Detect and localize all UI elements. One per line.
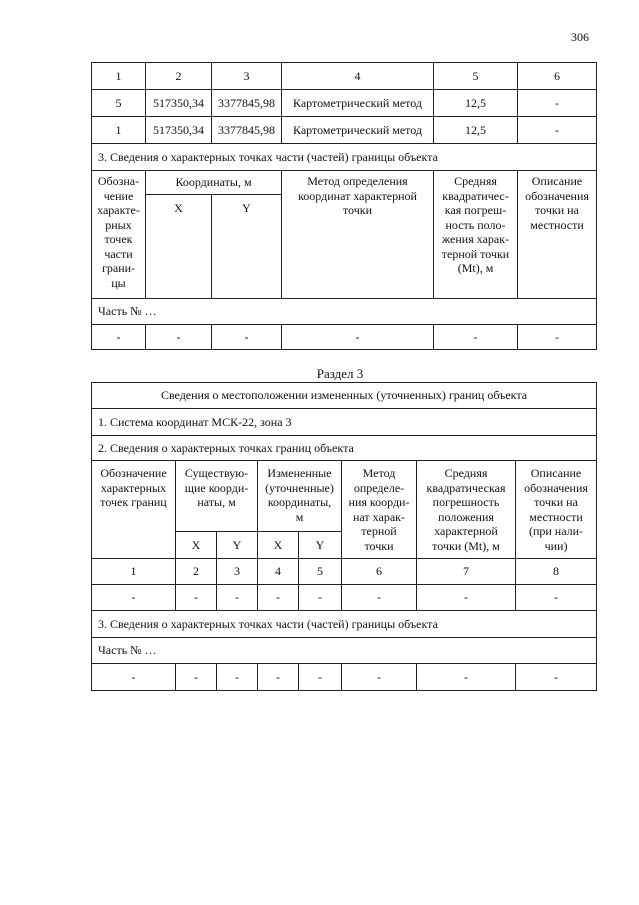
coordinates-header: Координаты, м — [146, 171, 282, 195]
table-row — [92, 117, 597, 144]
dash-cell: - — [282, 325, 434, 350]
point-id-cell: 5 — [92, 90, 146, 117]
y-header: Y — [212, 195, 282, 299]
col-number: 4 — [282, 63, 434, 90]
column-number-row — [92, 559, 597, 585]
dash-cell: - — [92, 325, 146, 350]
designation-header: Обозна- чение характе- рных точек части грани- цы — [92, 171, 146, 299]
coordinate-system: 1. Система координат МСК-22, зона 3 — [92, 409, 597, 436]
col-number: 1 — [92, 559, 176, 585]
section-caption: Раздел 3 — [316, 366, 364, 381]
column-number-row — [92, 63, 597, 90]
col-number: 1 — [92, 63, 146, 90]
col-number: 5 — [434, 63, 518, 90]
dash-cell: - — [92, 664, 176, 691]
part-label: Часть № … — [92, 299, 597, 325]
y-cell: 3377845,98 — [212, 90, 282, 117]
description-header: Описание обозначения точки на местности — [518, 171, 597, 299]
dash-cell: - — [146, 325, 212, 350]
col-number: 3 — [217, 559, 258, 585]
y1-header: Y — [217, 532, 258, 559]
dash-cell: - — [518, 325, 597, 350]
y2-header: Y — [299, 532, 342, 559]
point-id-cell: 1 — [92, 117, 146, 144]
col-number: 7 — [417, 559, 516, 585]
description-cell: - — [518, 90, 597, 117]
section-3-title: 3. Сведения о характерных точках части (частей) границы объекта — [92, 611, 597, 638]
changed-boundaries-table — [91, 382, 597, 691]
changed-coords-header: Измененные (уточненные) координаты, м — [258, 461, 342, 532]
method-header: Метод определе- ния коорди- нат харак- терной точки — [342, 461, 417, 559]
x-header: X — [146, 195, 212, 299]
dash-cell: - — [516, 664, 597, 691]
dash-cell: - — [176, 585, 217, 611]
dash-cell: - — [217, 664, 258, 691]
designation-header: Обозначение характерных точек границ — [92, 461, 176, 559]
dash-cell: - — [417, 664, 516, 691]
dash-cell: - — [212, 325, 282, 350]
existing-coords-header: Существую- щие коорди- наты, м — [176, 461, 258, 532]
col-number: 2 — [146, 63, 212, 90]
x1-header: X — [176, 532, 217, 559]
page-number: 306 — [571, 30, 589, 44]
y-cell: 3377845,98 — [212, 117, 282, 144]
dash-cell: - — [342, 664, 417, 691]
method-cell: Картометрический метод — [282, 90, 434, 117]
points-table-continued — [91, 62, 597, 350]
x2-header: X — [258, 532, 299, 559]
section-2-title: 2. Сведения о характерных точках границ объекта — [92, 436, 597, 461]
dash-cell: - — [417, 585, 516, 611]
table-title: Сведения о местоположении измененных (уточненных) границ объекта — [92, 383, 597, 409]
dash-cell: - — [176, 664, 217, 691]
method-header: Метод определения координат характерной точки — [282, 171, 434, 299]
method-cell: Картометрический метод — [282, 117, 434, 144]
dash-cell: - — [434, 325, 518, 350]
dash-cell: - — [92, 585, 176, 611]
accuracy-header: Средняя квадратическая погрешность положения характерной точки (Mt), м — [417, 461, 516, 559]
table-row — [92, 325, 597, 350]
dash-cell: - — [516, 585, 597, 611]
accuracy-header: Средняя квадратичес- кая погреш- ность поло- жения харак- терной точки (Mt), м — [434, 171, 518, 299]
section-3-title: 3. Сведения о характерных точках части (частей) границы объекта — [92, 144, 597, 171]
col-number: 3 — [212, 63, 282, 90]
dash-cell: - — [299, 664, 342, 691]
col-number: 5 — [299, 559, 342, 585]
description-cell: - — [518, 117, 597, 144]
col-number: 6 — [342, 559, 417, 585]
dash-cell: - — [258, 664, 299, 691]
accuracy-cell: 12,5 — [434, 117, 518, 144]
part-label: Часть № … — [92, 638, 597, 664]
col-number: 4 — [258, 559, 299, 585]
dash-cell: - — [342, 585, 417, 611]
x-cell: 517350,34 — [146, 117, 212, 144]
table-row — [92, 664, 597, 691]
dash-cell: - — [299, 585, 342, 611]
dash-cell: - — [258, 585, 299, 611]
col-number: 6 — [518, 63, 597, 90]
accuracy-cell: 12,5 — [434, 90, 518, 117]
dash-cell: - — [217, 585, 258, 611]
header-row — [92, 171, 597, 195]
col-number: 8 — [516, 559, 597, 585]
col-number: 2 — [176, 559, 217, 585]
x-cell: 517350,34 — [146, 90, 212, 117]
table-row — [92, 90, 597, 117]
description-header: Описание обозначения точки на местности (при нали- чии) — [516, 461, 597, 559]
header-row — [92, 461, 597, 532]
table-row — [92, 585, 597, 611]
